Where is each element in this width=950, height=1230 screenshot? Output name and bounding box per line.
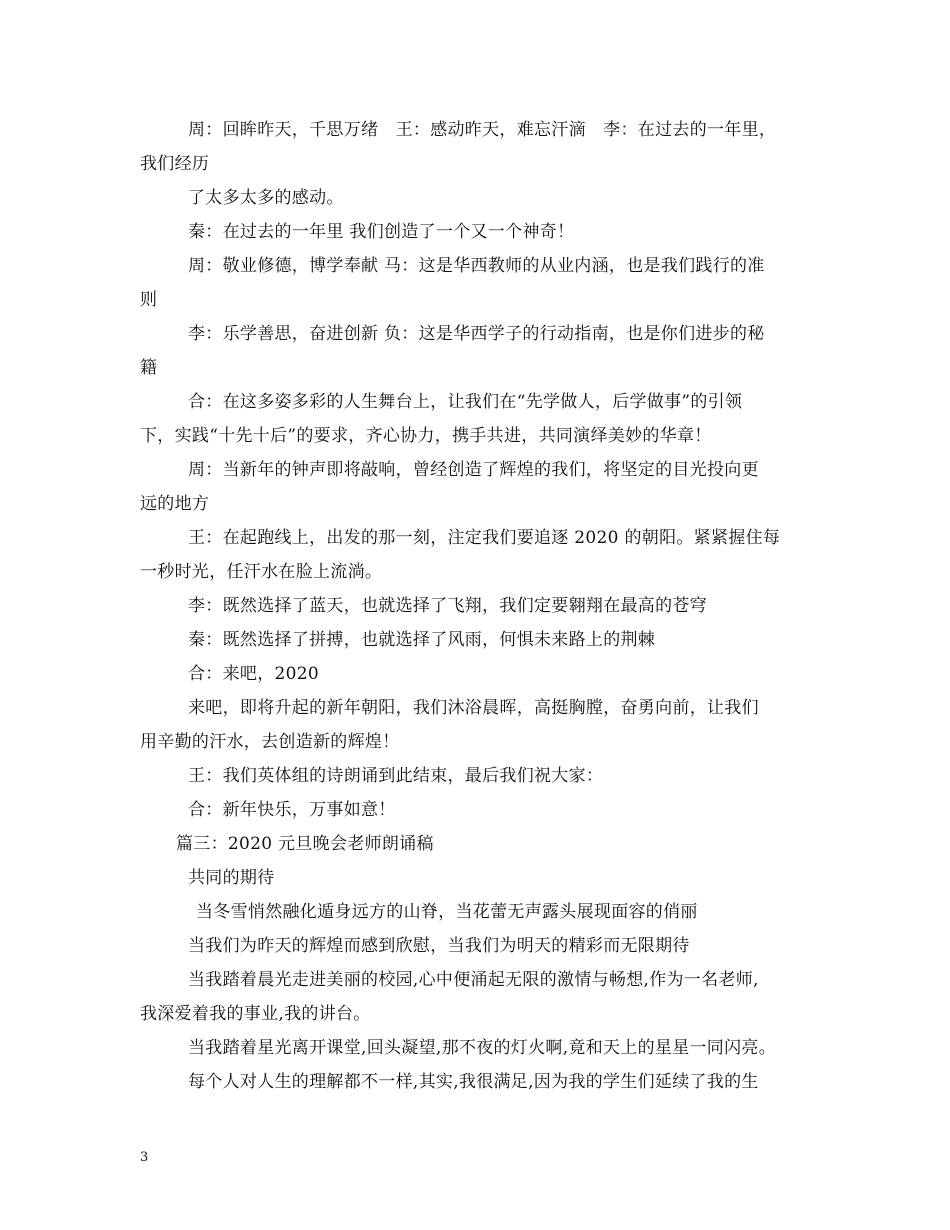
text-line: 周：敬业修德，博学奉献 马：这是华西教师的从业内涵，也是我们践行的准 [188, 256, 765, 276]
text-line: 了太多太多的感动。 [188, 188, 344, 208]
text-line: 我们经历 [140, 154, 210, 174]
text-line: 我深爱着我的事业,我的讲台。 [140, 1004, 371, 1024]
text-line: 当我踏着星光离开课堂,回头凝望,那不夜的灯火啊,竟和天上的星星一同闪亮。 [188, 1038, 777, 1058]
text-line: 合：新年快乐，万事如意！ [188, 800, 396, 820]
text-line: 用辛勤的汗水，去创造新的辉煌！ [140, 732, 400, 752]
text-line: 合：在这多姿多彩的人生舞台上，让我们在“先学做人，后学做事”的引领 [188, 392, 743, 412]
text-line: 当我踏着晨光走进美丽的校园,心中便涌起无限的激情与畅想,作为一名老师, [188, 970, 759, 990]
text-line: 秦：既然选择了拼搏，也就选择了风雨，何惧未来路上的荆棘 [188, 630, 656, 650]
page-number: 3 [140, 1150, 149, 1165]
poem-title: 共同的期待 [188, 868, 275, 888]
text-line: 李：乐学善思，奋进创新 负：这是华西学子的行动指南，也是你们进步的秘 [188, 324, 765, 344]
text-line: 周：当新年的钟声即将敲响，曾经创造了辉煌的我们，将坚定的目光投向更 [188, 460, 759, 480]
text-line: 秦：在过去的一年里 我们创造了一个又一个神奇！ [188, 222, 575, 242]
section-heading: 篇三：2020 元旦晚会老师朗诵稿 [176, 834, 434, 854]
text-line: 远的地方 [140, 494, 210, 514]
text-line: 每个人对人生的理解都不一样,其实,我很满足,因为我的学生们延续了我的生 [188, 1072, 759, 1092]
text-line: 李：既然选择了蓝天，也就选择了飞翔，我们定要翱翔在最高的苍穹 [188, 596, 707, 616]
text-line: 一秒时光，任汗水在脸上流淌。 [140, 562, 383, 582]
text-line: 王：在起跑线上，出发的那一刻，注定我们要追逐 2020 的朝阳。紧紧握住每 [188, 528, 781, 548]
text-line: 合：来吧，2020 [188, 664, 319, 684]
text-line: 当我们为昨天的辉煌而感到欣慰，当我们为明天的精彩而无限期待 [188, 936, 690, 956]
text-line: 则 [140, 290, 158, 310]
text-line: 下，实践“十先十后”的要求，齐心协力，携手共进，共同演绎美妙的华章！ [140, 426, 712, 446]
text-line: 王：我们英体组的诗朗诵到此结束，最后我们祝大家： [188, 766, 604, 786]
text-line: 籍 [140, 358, 158, 378]
text-line: 周：回眸昨天，千思万绪 王：感动昨天，难忘汗滴 李：在过去的一年里， [188, 120, 777, 140]
text-line: 来吧，即将升起的新年朝阳，我们沐浴晨晖，高挺胸膛，奋勇向前，让我们 [188, 698, 759, 718]
text-line: 当冬雪悄然融化遁身远方的山脊，当花蕾无声露头展现面容的俏丽 [196, 902, 698, 922]
